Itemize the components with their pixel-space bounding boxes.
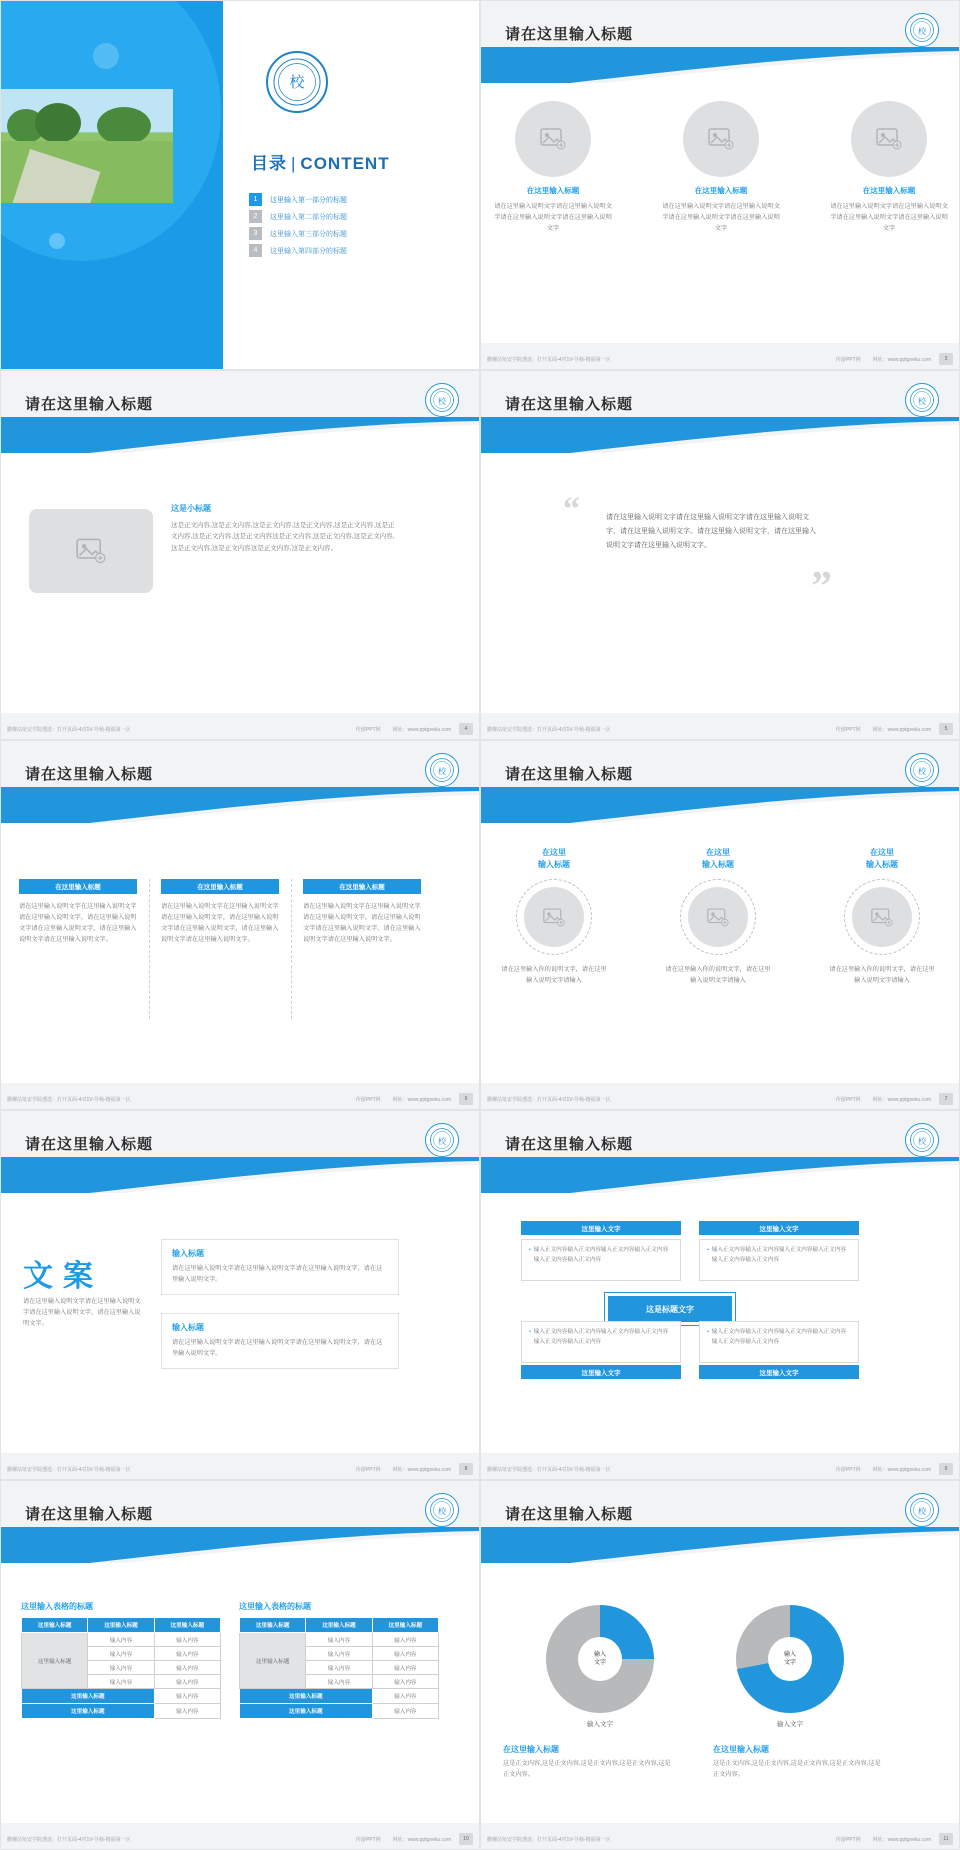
- box-bullet: ▪ 输入正文内容输入正文内容输入正文内容输入正文内容输入正文内容输入正文内容: [707, 1246, 851, 1265]
- big-subtext: 请在这里输入说明文字请在这里输入说明文字请在这里输入说明文字，请在这里输入说明文字。: [23, 1298, 141, 1327]
- list-item[interactable]: [249, 208, 389, 225]
- center-line-1: 输入: [593, 1651, 606, 1658]
- column-header: 这里输入标题: [372, 1618, 438, 1633]
- table-caption: 这里输入表格的标题: [239, 1602, 311, 1611]
- campus-photo: [1, 89, 173, 203]
- footer-site-url: 网址：www.pptgeeku.com: [872, 726, 931, 733]
- table-footer-row: [240, 1704, 439, 1719]
- column-heading: [653, 847, 783, 871]
- cell: 输入内容: [372, 1633, 438, 1647]
- quote-close-icon: ”: [811, 564, 832, 610]
- footer-block-1: [503, 1744, 675, 1781]
- column-text: 请在这里输入你的说明文字，请在这里输入说明文字请输入: [665, 966, 771, 984]
- table-footer-row: [22, 1704, 221, 1719]
- title-separator: |: [291, 154, 297, 173]
- column-bar-label: 在这里输入标题: [303, 879, 421, 894]
- footer-site-url: 网址：www.pptgeeku.com: [392, 1466, 451, 1473]
- page-title: 请在这里输入标题: [25, 1506, 154, 1523]
- table-of-contents: [249, 191, 389, 259]
- slide-footer: [481, 1089, 959, 1109]
- data-table: [21, 1617, 221, 1719]
- footer-text: 这是正文内容,这是正文内容,这是正文内容,这是正文内容,这是正文内容。: [503, 1760, 671, 1779]
- center-label: 这是标题文字: [605, 1293, 735, 1325]
- slide-body: [1, 1193, 479, 1453]
- column-text: 请在这里输入你的说明文字，请在这里输入说明文字请输入: [501, 966, 607, 984]
- slide-quote[interactable]: [480, 370, 960, 740]
- slide-footer: [481, 349, 959, 369]
- column-heading: [817, 847, 947, 871]
- slide-three-bars[interactable]: [0, 740, 480, 1110]
- column-heading: 在这里输入标题: [694, 186, 748, 195]
- page-number: 4: [459, 723, 473, 735]
- svg-text:校: 校: [438, 767, 446, 776]
- donut-ring: [546, 1605, 654, 1713]
- slide-footer: [1, 1829, 479, 1849]
- body-text: 这是正文内容,这是正文内容,这是正文内容,这是正文内容,这是正文内容,这是正文内容,这是正文内容,这是正文内容这是正文内容,这是正文内容,这是正文内容,这是正文内容,这是正文内容这是正文内容,这是正文内容。: [171, 522, 395, 552]
- bottom-bar-right: 这里输入文字: [699, 1365, 859, 1379]
- list-item[interactable]: [249, 225, 389, 242]
- slide-body: [481, 1193, 959, 1453]
- page-title: 请在这里输入标题: [25, 1136, 154, 1153]
- toc-label: 这里输入第三部分的标题: [270, 230, 347, 238]
- top-bar-right: 这里输入文字: [699, 1221, 859, 1235]
- cell: 输入内容: [372, 1647, 438, 1661]
- footer-site-url: 网址：www.pptgeeku.com: [392, 1836, 451, 1843]
- table-row: [240, 1633, 439, 1647]
- slide-body: [481, 823, 959, 1083]
- column-2: [661, 101, 781, 235]
- cell: 输入内容: [88, 1661, 154, 1675]
- heading-line-2: 输入标题: [702, 860, 734, 869]
- big-headline: 文案: [23, 1260, 103, 1293]
- table-header-row: [22, 1618, 221, 1633]
- footer-site-label: 传游PPT网: [355, 1096, 381, 1103]
- footer-site-url: 网址：www.pptgeeku.com: [872, 1466, 931, 1473]
- toc-number: 3: [249, 227, 262, 240]
- column-text: 请在这里输入说明文字请在这里输入说明文字请在这里输入说明文字请在这里输入说明文字: [662, 203, 780, 232]
- footer-label: 这里输入标题: [22, 1689, 155, 1704]
- footer-site-url: 网址：www.pptgeeku.com: [872, 356, 931, 363]
- svg-text:校: 校: [918, 1137, 926, 1146]
- footer-block-2: [713, 1744, 885, 1781]
- cell: 输入内容: [154, 1675, 220, 1689]
- column-header: 这里输入标题: [88, 1618, 154, 1633]
- footer-left-text: 撒稞站址安学院透选：打开页面-4对1V-导杨-精福第一区: [7, 726, 131, 733]
- footer-left-text: 撒稞站址安学院透选：打开页面-4对1V-导杨-精福第一区: [7, 1096, 131, 1103]
- column-header: 这里输入标题: [154, 1618, 220, 1633]
- column-1: [493, 101, 613, 235]
- donut-caption: 输入文字: [777, 1721, 803, 1728]
- center-line-1: 输入: [783, 1651, 796, 1658]
- page-title: 请在这里输入标题: [25, 766, 154, 783]
- footer-left-text: 撒稞站址安学院透选：打开页面-4对1V-导杨-精福第一区: [487, 1096, 611, 1103]
- cell: 输入内容: [88, 1633, 154, 1647]
- footer-site-label: 传游PPT网: [835, 356, 861, 363]
- heading-line-1: 在这里: [870, 848, 894, 857]
- footer-label: 这里输入标题: [240, 1704, 373, 1719]
- content-box-4: [699, 1321, 859, 1363]
- heading-line-1: 在这里: [542, 848, 566, 857]
- page-number: 6: [459, 1093, 473, 1105]
- cover-content-title: [251, 149, 390, 174]
- svg-text:校: 校: [438, 1507, 446, 1516]
- footer-left-text: 撒稞站址安学院透选：打开页面-4对1V-导杨-精福第一区: [7, 1836, 131, 1843]
- list-item[interactable]: [249, 242, 389, 259]
- box-bullet: ▪ 输入正文内容输入正文内容输入正文内容输入正文内容输入正文内容输入正文内容: [707, 1328, 851, 1347]
- data-table: [239, 1617, 439, 1719]
- slide-body: [481, 83, 959, 343]
- box-text: 请在这里输入说明文字请在这里输入说明文字请在这里输入说明文字，请在这里输入说明文字。: [172, 1265, 383, 1283]
- slide-tables[interactable]: [0, 1480, 480, 1850]
- slide-footer: [1, 719, 479, 739]
- table-block-1: [21, 1601, 221, 1719]
- center-line-2: 文字: [593, 1660, 606, 1666]
- toc-number: 4: [249, 244, 262, 257]
- content-box-1: [521, 1239, 681, 1281]
- school-logo-icon: [425, 383, 459, 417]
- slide-three-rings[interactable]: [480, 740, 960, 1110]
- column-text: 请在这里输入说明文字在这里输入说明文字请在这里输入说明文字，请在这里输入说明文字请在这里输入说明文字，请在这里输入说明文字请在这里输入说明文字。: [161, 903, 279, 943]
- cell: 输入内容: [372, 1675, 438, 1689]
- column-text: 请在这里输入说明文字请在这里输入说明文字请在这里输入说明文字请在这里输入说明文字: [830, 203, 948, 232]
- image-placeholder-icon: [851, 101, 927, 177]
- ring-decoration: [516, 879, 592, 955]
- svg-text:校: 校: [918, 397, 926, 406]
- footer-site-label: 传游PPT网: [835, 1096, 861, 1103]
- page-number: 7: [939, 1093, 953, 1105]
- column-3: [817, 847, 947, 987]
- cell: 输入内容: [306, 1661, 372, 1675]
- column-text: 请在这里输入说明文字在这里输入说明文字请在这里输入说明文字，请在这里输入说明文字请在这里输入说明文字，请在这里输入说明文字请在这里输入说明文字。: [303, 903, 421, 943]
- slide-body: [1, 823, 479, 1083]
- slide-copy[interactable]: [0, 1110, 480, 1480]
- school-logo-icon: [905, 753, 939, 787]
- footer-site-url: 网址：www.pptgeeku.com: [872, 1836, 931, 1843]
- table-footer-row: [240, 1689, 439, 1704]
- page-title: 请在这里输入标题: [505, 766, 634, 783]
- footer-site-label: 传游PPT网: [835, 726, 861, 733]
- slide-image-text[interactable]: [0, 370, 480, 740]
- content-title-cn: 目录: [251, 154, 287, 173]
- page-title: 请在这里输入标题: [505, 26, 634, 43]
- table-block-2: [239, 1601, 439, 1719]
- footer-heading: 在这里输入标题: [503, 1745, 559, 1755]
- footer-left-text: 撒稞站址安学院透选：打开页面-4对1V-导杨-精福第一区: [487, 1466, 611, 1473]
- donut-chart-2: [705, 1605, 875, 1728]
- donut-ring: [736, 1605, 844, 1713]
- column-text: 请在这里输入说明文字在这里输入说明文字请在这里输入说明文字，请在这里输入说明文字请在这里输入说明文字，请在这里输入说明文字请在这里输入说明文字。: [19, 903, 137, 943]
- cell: 输入内容: [88, 1647, 154, 1661]
- slide-body: [1, 453, 479, 713]
- page-number: 3: [939, 353, 953, 365]
- column-heading: 在这里输入标题: [862, 186, 916, 195]
- footer-site-url: 网址：www.pptgeeku.com: [872, 1096, 931, 1103]
- svg-text:校: 校: [289, 75, 305, 91]
- slide-three-circles[interactable]: [480, 0, 960, 370]
- box-bullet: ▪ 输入正文内容输入正文内容输入正文内容输入正文内容输入正文内容输入正文内容: [529, 1246, 673, 1265]
- slide-donuts[interactable]: [480, 1480, 960, 1850]
- toc-number: 2: [249, 210, 262, 223]
- content-box-3: [521, 1321, 681, 1363]
- footer-heading: 在这里输入标题: [713, 1745, 769, 1755]
- page-number: 10: [459, 1833, 473, 1845]
- box-text: 请在这里输入说明文字请在这里输入说明文字请在这里输入说明文字，请在这里输入说明文字。: [172, 1339, 383, 1357]
- donut-center-label: [578, 1637, 622, 1681]
- box-heading: 输入标题: [172, 1249, 204, 1258]
- column-2: [161, 879, 279, 945]
- image-placeholder-icon: [852, 887, 912, 947]
- ring-decoration: [680, 879, 756, 955]
- bottom-bar-left: 这里输入文字: [521, 1365, 681, 1379]
- column-3: [303, 879, 421, 945]
- footer-site-label: 传游PPT网: [835, 1466, 861, 1473]
- cell: 输入内容: [372, 1704, 438, 1719]
- svg-text:校: 校: [918, 1507, 926, 1516]
- donut-caption: 输入文字: [587, 1721, 613, 1728]
- school-logo-icon: [905, 383, 939, 417]
- quote-open-icon: “: [563, 491, 580, 528]
- footer-left-text: 撒稞站址安学院透选：打开页面-4对1V-导杨-精福第一区: [7, 1466, 131, 1473]
- page-title: 请在这里输入标题: [505, 1136, 634, 1153]
- table-header-row: [240, 1618, 439, 1633]
- svg-text:校: 校: [438, 1137, 446, 1146]
- divider: [149, 879, 150, 1019]
- box-bullet: ▪ 输入正文内容输入正文内容输入正文内容输入正文内容输入正文内容输入正文内容: [529, 1328, 673, 1347]
- school-logo-icon: [905, 13, 939, 47]
- column-1: [489, 847, 619, 987]
- school-logo-icon: [905, 1493, 939, 1527]
- slide-body: [1, 1563, 479, 1823]
- footer-site-label: 传游PPT网: [835, 1836, 861, 1843]
- ring-decoration: [844, 879, 920, 955]
- column-bar-label: 在这里输入标题: [161, 879, 279, 894]
- divider: [291, 879, 292, 1019]
- slide-footer: [481, 719, 959, 739]
- toc-label: 这里输入第二部分的标题: [270, 213, 347, 221]
- column-header: 这里输入标题: [306, 1618, 372, 1633]
- column-1: [19, 879, 137, 945]
- cell: 输入内容: [306, 1647, 372, 1661]
- page-number: 11: [939, 1833, 953, 1845]
- top-bar-left: 这里输入文字: [521, 1221, 681, 1235]
- footer-site-url: 网址：www.pptgeeku.com: [392, 726, 451, 733]
- slide-matrix[interactable]: [480, 1110, 960, 1480]
- image-placeholder-icon: [683, 101, 759, 177]
- column-bar-label: 在这里输入标题: [19, 879, 137, 894]
- school-logo-icon: [425, 753, 459, 787]
- footer-label: 这里输入标题: [22, 1704, 155, 1719]
- cell: 输入内容: [154, 1647, 220, 1661]
- table-row: [22, 1633, 221, 1647]
- list-item[interactable]: [249, 191, 389, 208]
- content-title-en: CONTENT: [300, 154, 390, 173]
- sub-heading: 这是小标题: [171, 504, 211, 513]
- footer-label: 这里输入标题: [240, 1689, 373, 1704]
- cell: 输入内容: [372, 1661, 438, 1675]
- slide-footer: [481, 1829, 959, 1849]
- column-header: 这里输入标题: [22, 1618, 88, 1633]
- column-heading: 在这里输入标题: [526, 186, 580, 195]
- row-label: 这里输入标题: [240, 1633, 306, 1689]
- cell: 输入内容: [154, 1661, 220, 1675]
- donut-center-label: [768, 1637, 812, 1681]
- cell: 输入内容: [154, 1633, 220, 1647]
- page-number: 9: [939, 1463, 953, 1475]
- column-header: 这里输入标题: [240, 1618, 306, 1633]
- cell: 输入内容: [306, 1633, 372, 1647]
- content-box-2: [699, 1239, 859, 1281]
- slide-footer: [481, 1459, 959, 1479]
- page-number: 8: [459, 1463, 473, 1475]
- cell: 输入内容: [306, 1675, 372, 1689]
- column-heading: [489, 847, 619, 871]
- image-placeholder-icon: [688, 887, 748, 947]
- school-emblem-icon: [266, 51, 328, 113]
- column-text: 请在这里输入你的说明文字，请在这里输入说明文字请输入: [829, 966, 935, 984]
- toc-label: 这里输入第四部分的标题: [270, 247, 347, 255]
- row-label: 这里输入标题: [22, 1633, 88, 1689]
- page-number: 5: [939, 723, 953, 735]
- slide-footer: [1, 1459, 479, 1479]
- text-box-2: [161, 1313, 399, 1369]
- center-line-2: 文字: [783, 1660, 796, 1666]
- school-logo-icon: [425, 1493, 459, 1527]
- school-logo-icon: [905, 1123, 939, 1157]
- heading-line-2: 输入标题: [866, 860, 898, 869]
- footer-text: 这是正文内容,这是正文内容,这是正文内容,这是正文内容,这是正文内容。: [713, 1760, 881, 1779]
- slide-footer: [1, 1089, 479, 1109]
- footer-site-label: 传游PPT网: [355, 726, 381, 733]
- image-placeholder-icon: [524, 887, 584, 947]
- page-title: 请在这里输入标题: [505, 1506, 634, 1523]
- table-caption: 这里输入表格的标题: [21, 1602, 93, 1611]
- table-footer-row: [22, 1689, 221, 1704]
- page-title: 请在这里输入标题: [505, 396, 634, 413]
- footer-left-text: 撒稞站址安学院透选：打开页面-4对1V-导杨-精福第一区: [487, 356, 611, 363]
- image-placeholder-icon: [515, 101, 591, 177]
- quote-text: 请在这里输入说明文字请在这里输入说明文字请在这里输入说明文字，请在这里输入说明文字。请在这里输入说明文字，请在这里输入说明文字请在这里输入说明文字。: [606, 514, 816, 549]
- footer-site-label: 传游PPT网: [355, 1466, 381, 1473]
- heading-line-1: 在这里: [706, 848, 730, 857]
- cover-dot-decoration: [49, 233, 65, 249]
- box-heading: 输入标题: [172, 1323, 204, 1332]
- column-2: [653, 847, 783, 987]
- cover-dot-decoration: [93, 43, 119, 69]
- text-box-1: [161, 1239, 399, 1295]
- heading-line-2: 输入标题: [538, 860, 570, 869]
- toc-label: 这里输入第一部分的标题: [270, 196, 347, 204]
- page-title: 请在这里输入标题: [25, 396, 154, 413]
- text-block: [171, 503, 401, 554]
- slide-body: [481, 453, 959, 713]
- column-text: 请在这里输入说明文字请在这里输入说明文字请在这里输入说明文字请在这里输入说明文字: [494, 203, 612, 232]
- cell: 输入内容: [154, 1704, 220, 1719]
- cell: 输入内容: [372, 1689, 438, 1704]
- slide-body: [481, 1563, 959, 1823]
- donut-chart-1: [515, 1605, 685, 1728]
- footer-site-label: 传游PPT网: [355, 1836, 381, 1843]
- cell: 输入内容: [154, 1689, 220, 1704]
- school-logo-icon: [425, 1123, 459, 1157]
- svg-text:校: 校: [438, 397, 446, 406]
- footer-left-text: 撒稞站址安学院透选：打开页面-4对1V-导杨-精福第一区: [487, 1836, 611, 1843]
- cell: 输入内容: [88, 1675, 154, 1689]
- image-placeholder-icon: [29, 509, 153, 593]
- footer-left-text: 撒稞站址安学院透选：打开页面-4对1V-导杨-精福第一区: [487, 726, 611, 733]
- svg-text:校: 校: [918, 767, 926, 776]
- svg-text:校: 校: [918, 27, 926, 36]
- toc-number: 1: [249, 193, 262, 206]
- footer-site-url: 网址：www.pptgeeku.com: [392, 1096, 451, 1103]
- slide-cover[interactable]: [0, 0, 480, 370]
- column-3: [829, 101, 949, 235]
